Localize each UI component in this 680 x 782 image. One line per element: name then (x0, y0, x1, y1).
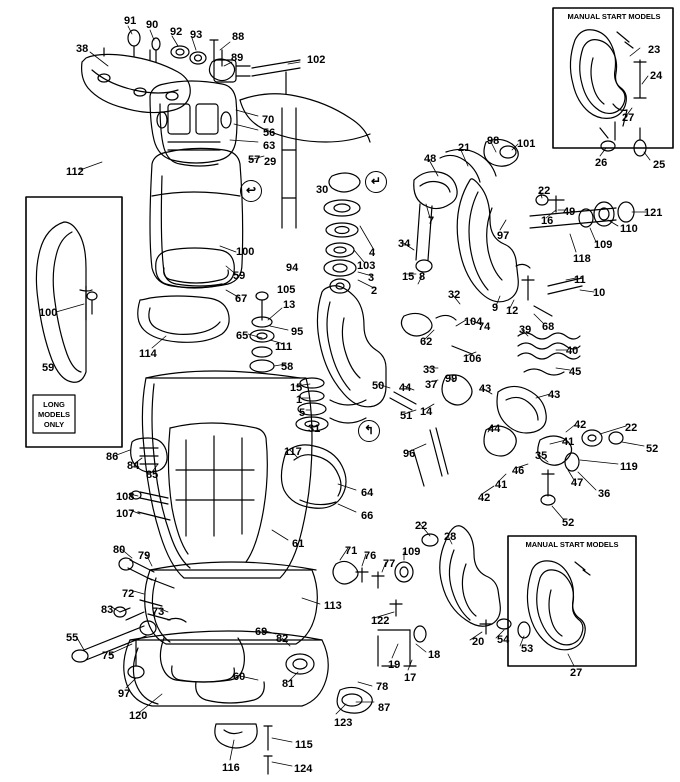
callout-100: 100 (39, 307, 58, 319)
callout-122: 122 (371, 615, 390, 627)
callout-120: 120 (129, 710, 148, 722)
callout-4: 4 (369, 247, 376, 259)
callout-91: 91 (124, 15, 137, 27)
callout-45: 45 (569, 366, 582, 378)
callout-12: 12 (506, 305, 519, 317)
callout-109: 109 (594, 239, 613, 251)
callout-102: 102 (307, 54, 326, 66)
callout-82: 82 (276, 633, 289, 645)
callout-100: 100 (236, 246, 255, 258)
callout-1: 1 (296, 394, 303, 406)
callout-65: 65 (236, 330, 249, 342)
connector-marker: ↰ (358, 420, 380, 442)
callout-52: 52 (646, 443, 659, 455)
callout-81: 81 (282, 678, 295, 690)
callout-20: 20 (472, 636, 485, 648)
callout-42: 42 (478, 492, 491, 504)
callout-67: 67 (235, 293, 248, 305)
callout-114: 114 (139, 348, 157, 360)
callout-58: 58 (281, 361, 294, 373)
callout-51: 51 (400, 410, 413, 422)
callout-78: 78 (376, 681, 389, 693)
callout-71: 71 (345, 545, 358, 557)
callout-44: 44 (488, 423, 501, 435)
callout-5: 5 (299, 407, 306, 419)
callout-85: 85 (146, 469, 159, 481)
callout-73: 73 (152, 606, 165, 618)
callout-61: 61 (292, 538, 305, 550)
callout-43: 43 (548, 389, 561, 401)
callout-25: 25 (653, 159, 666, 171)
callout-93: 93 (190, 29, 203, 41)
callout-11: 11 (574, 274, 586, 286)
callout-34: 34 (398, 238, 411, 250)
callout-75: 75 (102, 650, 115, 662)
callout-17: 17 (404, 672, 417, 684)
callout-56: 56 (263, 127, 276, 139)
callout-54: 54 (497, 634, 510, 646)
callout-106: 106 (463, 353, 482, 365)
connector-marker: ↩ (240, 180, 262, 202)
callout-19: 19 (388, 659, 401, 671)
callout-44: 44 (399, 382, 412, 394)
callout-18: 18 (428, 649, 441, 661)
callout-108: 108 (116, 491, 135, 503)
callout-62: 62 (420, 336, 433, 348)
callout-46: 46 (512, 465, 525, 477)
callout-84: 84 (127, 460, 140, 472)
callout-103: 103 (357, 260, 376, 272)
callout-117: 117 (284, 446, 302, 458)
callout-23: 23 (648, 44, 661, 56)
callout-22: 22 (415, 520, 428, 532)
callout-2: 2 (371, 285, 378, 297)
panel-label-manual-start-bottom: MANUAL START MODELS (525, 540, 619, 549)
callout-104: 104 (464, 316, 483, 328)
callout-72: 72 (122, 588, 135, 600)
panel-label-long-models-l3: ONLY (43, 420, 65, 429)
callout-63: 63 (263, 140, 276, 152)
callout-60: 60 (233, 671, 246, 683)
callout-80: 80 (113, 544, 126, 556)
callout-50: 50 (372, 380, 385, 392)
callout-76: 76 (364, 550, 377, 562)
callout-92: 92 (170, 26, 183, 38)
callout-101: 101 (517, 138, 536, 150)
callout-74: 74 (478, 321, 491, 333)
callout-24: 24 (650, 70, 663, 82)
callout-26: 26 (595, 157, 608, 169)
callout-47: 47 (571, 477, 584, 489)
callout-22: 22 (625, 422, 638, 434)
callout-86: 86 (106, 451, 119, 463)
panel-label-manual-start-top: MANUAL START MODELS (567, 12, 661, 21)
callout-42: 42 (574, 419, 587, 431)
callout-119: 119 (620, 461, 638, 473)
callout-41: 41 (495, 479, 508, 491)
panel-label-long-models-l1: LONG (43, 400, 65, 409)
callout-64: 64 (361, 487, 374, 499)
callout-99: 99 (445, 373, 458, 385)
callout-98: 98 (487, 135, 500, 147)
callout-52: 52 (562, 517, 575, 529)
callout-121: 121 (644, 207, 663, 219)
callout-109: 109 (402, 546, 421, 558)
callout-97: 97 (118, 688, 131, 700)
connector-marker: ↵ (365, 171, 387, 193)
callout-14: 14 (420, 406, 433, 418)
callout-15: 15 (290, 382, 303, 394)
callout-55: 55 (66, 632, 79, 644)
callout-37: 37 (425, 379, 438, 391)
callout-7: 7 (428, 215, 435, 227)
callout-83: 83 (101, 604, 114, 616)
callout-22: 22 (538, 185, 551, 197)
callout-41: 41 (562, 436, 575, 448)
callout-35: 35 (535, 450, 548, 462)
callout-68: 68 (542, 321, 555, 333)
callout-9: 9 (492, 302, 499, 314)
callout-87: 87 (378, 702, 391, 714)
callout-10: 10 (593, 287, 606, 299)
callout-94: 94 (286, 262, 299, 274)
callout-28: 28 (444, 531, 457, 543)
callout-79: 79 (138, 550, 151, 562)
callout-110: 110 (620, 223, 638, 235)
callout-49: 49 (563, 206, 576, 218)
callout-97: 97 (497, 230, 510, 242)
callout-107: 107 (116, 508, 135, 520)
callout-33: 33 (423, 364, 436, 376)
callout-48: 48 (424, 153, 437, 165)
callout-124: 124 (294, 763, 313, 775)
callout-88: 88 (232, 31, 245, 43)
callout-105: 105 (277, 284, 296, 296)
callout-66: 66 (361, 510, 374, 522)
callout-115: 115 (295, 739, 313, 751)
callout-96: 96 (403, 448, 416, 460)
callout-90: 90 (146, 19, 159, 31)
callout-123: 123 (334, 717, 353, 729)
callout-89: 89 (231, 52, 244, 64)
callout-59: 59 (233, 270, 246, 282)
callout-43: 43 (479, 383, 492, 395)
callout-27: 27 (570, 667, 583, 679)
callout-53: 53 (521, 643, 534, 655)
callout-113: 113 (324, 600, 342, 612)
callout-118: 118 (573, 253, 591, 265)
callout-32: 32 (448, 289, 461, 301)
callout-112: 112 (66, 166, 84, 178)
callout-36: 36 (598, 488, 611, 500)
callout-116: 116 (222, 762, 240, 774)
callout-70: 70 (262, 114, 275, 126)
callout-111: 111 (275, 341, 293, 353)
callout-30: 30 (316, 184, 329, 196)
callout-21: 21 (458, 142, 471, 154)
callout-8: 8 (419, 271, 426, 283)
callout-40: 40 (566, 345, 579, 357)
callout-57: 57 (248, 154, 261, 166)
callout-3: 3 (368, 272, 375, 284)
callout-95: 95 (291, 326, 304, 338)
callout-39: 39 (519, 324, 532, 336)
callout-77: 77 (383, 558, 396, 570)
callout-59: 59 (42, 362, 55, 374)
callout-15: 15 (402, 271, 415, 283)
callout-13: 13 (283, 299, 296, 311)
callout-27: 27 (622, 112, 635, 124)
panel-label-long-models-l2: MODELS (37, 410, 71, 419)
callout-69: 69 (255, 626, 268, 638)
callout-38: 38 (76, 43, 89, 55)
callout-29: 29 (264, 156, 277, 168)
callout-31: 31 (308, 423, 321, 435)
callout-16: 16 (541, 215, 554, 227)
